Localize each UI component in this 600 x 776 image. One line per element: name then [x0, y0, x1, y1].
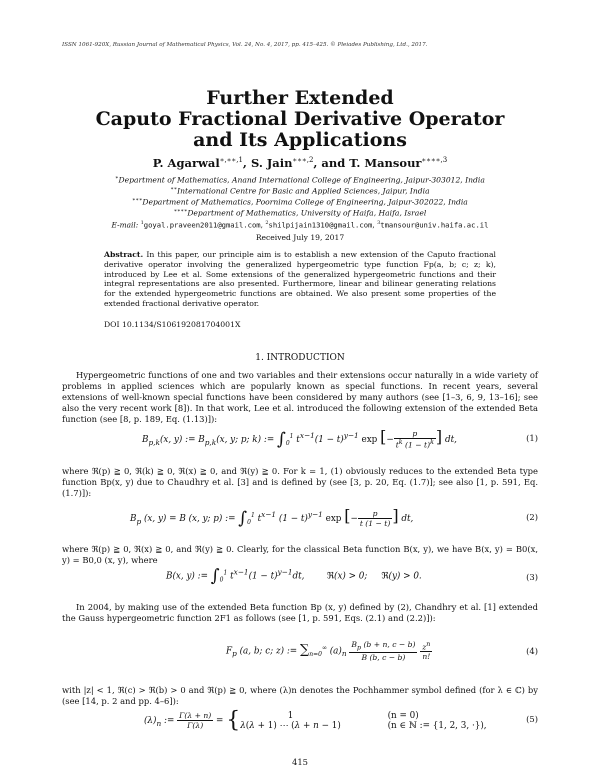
author-list: P. Agarwal$^{∗,∗∗,1}$, S. Jain$^{∗∗∗,2}$, and T. Mansour$^{∗∗∗∗,3}$	[152, 156, 448, 170]
email-link[interactable]: shilpijain1310@gmail.com	[268, 220, 373, 230]
equation-number: (4)	[526, 646, 538, 656]
equation-formula: $B_{p,k}(x$, y) := $B_{p,k}(x$, y; p; k) := $\int_0^1$ $t^{x-1}(1 - t)^{y-1}$ exp [− $\frac{p}{t^k (1 - t)^k}$ ] dt,	[142, 427, 457, 450]
journal-header: ISSN 1061-920X, Russian Journal of Mathematical Physics, Vol. 24, No. 4, 2017, pp. 415–425. © Pleiades Publishing, Ltd., 2017.	[62, 42, 428, 48]
affiliation: ∗∗∗∗Department of Mathematics, University of Haifa, Haifa, Israel	[173, 208, 427, 218]
email-link[interactable]: goyal.praveen2011@gmail.com	[143, 220, 261, 230]
title-line: and Its Applications	[193, 129, 407, 151]
equation-2	[62, 506, 538, 536]
email-link[interactable]: tmansour@univ.haifa.ac.il	[380, 220, 489, 230]
affiliation: ∗∗∗Department of Mathematics, Poornima College of Engineering, Jaipur-302022, India	[132, 197, 468, 207]
author-name: P. Agarwal	[152, 156, 220, 170]
author-name: S. Jain	[250, 156, 293, 170]
equation-formula: $F_p$ (a, b; c; z) := $\sum_{n=0}^\infty$ $(a)_n$ $\frac{B_p (b + n, c - b)}{B (b, c - b)}$ $\frac{z^n}{n!}$	[226, 640, 431, 662]
equation-3	[62, 566, 538, 594]
abstract-label: Abstract.	[104, 250, 144, 259]
paper-title	[0, 88, 600, 151]
paragraph: where ℜ(p) ≧ 0, ℜ(x) ≧ 0, and ℜ(y) ≧ 0. Clearly, for the classical Beta function B(x, y), we have B(x, y) = B0(x, y) = B0,0 (x, y), where	[62, 544, 538, 565]
paragraph: with |z| < 1, ℜ(c) > ℜ(b) > 0 and ℜ(p) ≧ 0, where (λ)n denotes the Pochhammer symbol defined (for λ ∈ ℂ) by (see [14, p. 2 and pp. 4–6]):	[62, 685, 538, 706]
affiliation: ∗Department of Mathematics, Anand International College of Engineering, Jaipur-303012, India	[115, 175, 485, 185]
abstract-text: In this paper, our principle aim is to establish a new extension of the Caputo fractional derivative operator involving the generalized hypergeometric type function Fp(a, b; c; z; k), introduced by Lee et al. Some extensions of the generalized hypergeometric functions and their integral representations are also presented. Furthermore, linear and bilinear generating relations for the extended hypergeometric functions are obtained. We also present some properties of the extended fractional derivative operator.	[104, 250, 496, 308]
author-mark: ∗,∗∗,1	[219, 156, 243, 165]
equation-number: (2)	[526, 512, 538, 522]
equation-number: (5)	[526, 714, 538, 724]
equation-1	[62, 427, 538, 457]
author-mark: ∗∗∗,2	[292, 156, 314, 165]
section-heading: 1. INTRODUCTION	[255, 353, 345, 363]
equation-formula: B(x, y) := $\int_0^1$ $t^{x-1}(1 - t)^{y-1}dt$, ℜ(x) > 0; ℜ(y) > 0.	[166, 566, 422, 586]
equation-formula: $(\lambda)_n$ := $\frac{\Gamma(\lambda + n)}{\Gamma(\lambda)}$ = { 1 λ(λ + 1) ⋯ (λ + n − 1) (n = 0) (n ∈ ℕ := {1, 2, 3, ·}),	[144, 708, 487, 733]
page-number: 415	[292, 757, 308, 767]
paragraph: where ℜ(p) ≧ 0, ℜ(k) ≧ 0, ℜ(x) ≧ 0, and ℜ(y) ≧ 0. For k = 1, (1) obviously reduces to the extended Beta type function Bp(x, y) due to Chaudhry et al. [3] and is defined by (see [3, p. 20, Eq. (1.7)]; see also [1, p. 591, Eq.(1.7)]):	[62, 466, 538, 498]
doi: DOI 10.1134/S106192081704001X	[104, 320, 241, 329]
equation-4	[62, 640, 538, 672]
author-name: T. Mansour	[349, 156, 422, 170]
equation-number: (1)	[526, 433, 538, 443]
affiliation: ∗∗International Centre for Basic and Applied Sciences, Jaipur, India	[170, 186, 430, 196]
author-mark: ∗∗∗∗,3	[421, 156, 448, 165]
equation-formula: $B_p$ (x, y) = B (x, y; p) := $\int_0^1$ $t^{x-1}$ $(1 - t)^{y-1}$ exp [− $\frac{p}{t (1 - t)}$ ] dt,	[130, 506, 414, 529]
paragraph: Hypergeometric functions of one and two variables and their extensions occur naturally in a wide variety of problems in applied sciences which are popularly known as special functions. In recent years, several extensions of well-known special functions have been considered by many authors (see [1–3, 6, 9, 13–16]; see also the very recent work [8]). In that work, Lee et al. introduced the following extension of the extended Beta function (see [8, p. 189, Eq. (1.13)]):	[62, 370, 538, 424]
equation-number: (3)	[526, 572, 538, 582]
title-line: Further Extended	[206, 87, 394, 109]
received-date: Received July 19, 2017	[255, 233, 345, 242]
title-line: Caputo Fractional Derivative Operator	[95, 108, 505, 130]
equation-5	[62, 708, 538, 744]
paragraph: In 2004, by making use of the extended Beta function Bp (x, y) defined by (2), Chandhry et al. [1] extended the Gauss hypergeometric function 2F1 as follows (see [1, p. 591, Eqs. (2.1) and (2.2)]):	[62, 602, 538, 623]
email-line: E-mail: $^1$goyal.praveen2011@gmail.com, $^2$shilpijain1310@gmail.com, $^3$tmansour@univ.haifa.ac.il	[111, 220, 489, 230]
abstract	[104, 250, 496, 309]
